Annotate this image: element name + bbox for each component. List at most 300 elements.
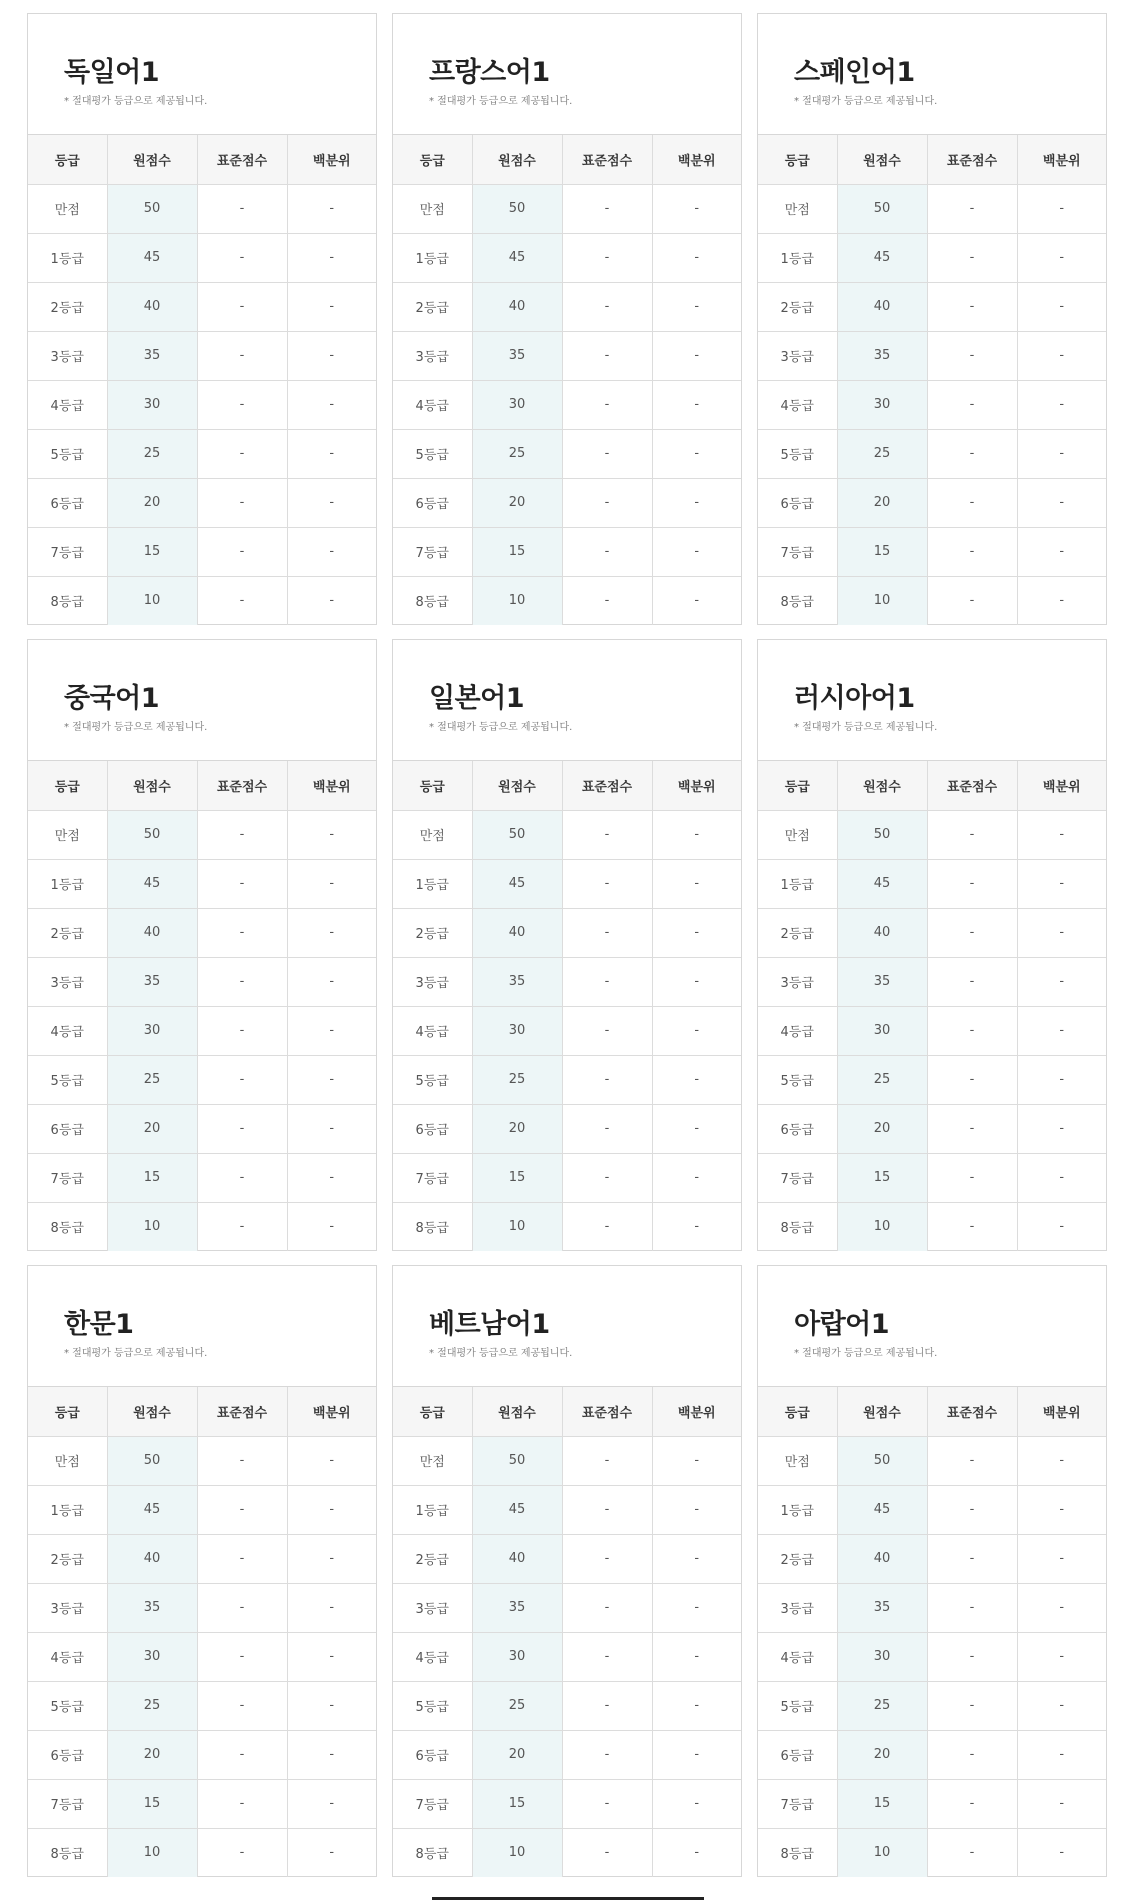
table-row: [393, 331, 741, 380]
table-row: [28, 380, 376, 429]
table-cell: 만점: [28, 1436, 107, 1485]
table-row: [758, 1153, 1106, 1202]
table-cell: 4등급: [758, 1632, 837, 1681]
table-cell: 45: [837, 1485, 927, 1534]
table-cell: 만점: [28, 184, 107, 233]
table-cell: -: [927, 1485, 1017, 1534]
table-cell: 45: [107, 859, 197, 908]
table-cell: 8등급: [758, 1828, 837, 1877]
table-cell: -: [562, 859, 652, 908]
table-cell: 2등급: [758, 908, 837, 957]
table-cell: 10: [837, 1828, 927, 1877]
table-cell: 30: [107, 1006, 197, 1055]
column-header: 표준점수: [927, 135, 1017, 184]
table-cell: 25: [472, 429, 562, 478]
table-cell: 15: [107, 527, 197, 576]
table-cell: -: [562, 1779, 652, 1828]
table-row: [758, 1583, 1106, 1632]
column-header: 백분위: [652, 1387, 741, 1436]
table-cell: 15: [472, 1153, 562, 1202]
table-cell: 15: [837, 1779, 927, 1828]
table-row: [393, 1104, 741, 1153]
card-header: [393, 14, 741, 135]
grade-card: [757, 13, 1107, 625]
table-cell: 7등급: [28, 527, 107, 576]
table-cell: -: [652, 1583, 741, 1632]
table-row: [28, 1006, 376, 1055]
table-cell: 35: [107, 1583, 197, 1632]
table-cell: -: [927, 527, 1017, 576]
table-cell: -: [927, 957, 1017, 1006]
table-cell: 20: [472, 1104, 562, 1153]
table-row: [28, 810, 376, 859]
card-header: [758, 14, 1106, 135]
table-cell: -: [287, 233, 376, 282]
table-cell: -: [1017, 1779, 1106, 1828]
grade-card: [392, 1265, 742, 1877]
table-cell: -: [927, 1006, 1017, 1055]
table-cell: -: [197, 957, 287, 1006]
table-row: [393, 859, 741, 908]
table-cell: -: [197, 282, 287, 331]
table-row: [28, 1828, 376, 1877]
card-header: [758, 1266, 1106, 1387]
table-cell: -: [562, 282, 652, 331]
table-cell: 4등급: [28, 1632, 107, 1681]
table-cell: -: [287, 1055, 376, 1104]
table-cell: -: [652, 1104, 741, 1153]
table-cell: -: [1017, 1104, 1106, 1153]
table-row: [758, 1202, 1106, 1251]
table-cell: -: [287, 1153, 376, 1202]
table-cell: -: [197, 908, 287, 957]
evaluation-note: * 절대평가 등급으로 제공됩니다.: [429, 1348, 573, 1359]
grade-table: [758, 1387, 1106, 1877]
table-cell: -: [287, 527, 376, 576]
table-header-row: [393, 135, 741, 184]
table-cell: 40: [472, 1534, 562, 1583]
column-header: 등급: [28, 1387, 107, 1436]
table-cell: 7등급: [758, 1779, 837, 1828]
table-cell: 1등급: [393, 1485, 472, 1534]
table-cell: 1등급: [28, 859, 107, 908]
table-cell: 만점: [758, 810, 837, 859]
table-row: [758, 1828, 1106, 1877]
evaluation-note: * 절대평가 등급으로 제공됩니다.: [794, 1348, 938, 1359]
table-cell: 40: [107, 282, 197, 331]
table-row: [393, 810, 741, 859]
table-row: [393, 1436, 741, 1485]
table-row: [758, 1730, 1106, 1779]
table-cell: 만점: [758, 184, 837, 233]
evaluation-note: * 절대평가 등급으로 제공됩니다.: [64, 96, 208, 107]
evaluation-note: * 절대평가 등급으로 제공됩니다.: [429, 96, 573, 107]
table-cell: -: [287, 184, 376, 233]
table-cell: 50: [472, 184, 562, 233]
table-cell: -: [927, 908, 1017, 957]
table-row: [393, 380, 741, 429]
table-cell: -: [197, 1828, 287, 1877]
table-cell: 25: [837, 1681, 927, 1730]
table-cell: -: [927, 1153, 1017, 1202]
table-cell: -: [652, 233, 741, 282]
table-row: [28, 1730, 376, 1779]
table-row: [393, 1006, 741, 1055]
subject-title: 아랍어1: [794, 1309, 890, 1340]
table-row: [28, 282, 376, 331]
column-header: 표준점수: [562, 761, 652, 810]
column-header: 등급: [393, 1387, 472, 1436]
table-cell: 20: [837, 1104, 927, 1153]
table-cell: 6등급: [393, 478, 472, 527]
table-cell: -: [197, 380, 287, 429]
table-cell: -: [694, 1219, 700, 1235]
table-cell: 20: [837, 1730, 927, 1779]
table-cell: -: [927, 429, 1017, 478]
table-row: [758, 527, 1106, 576]
grade-card: [27, 639, 377, 1251]
table-row: [28, 908, 376, 957]
table-cell: -: [562, 1104, 652, 1153]
column-header: 표준점수: [562, 1387, 652, 1436]
table-cell: 25: [107, 1055, 197, 1104]
card-header: [393, 1266, 741, 1387]
table-row: [28, 859, 376, 908]
table-row: [758, 1534, 1106, 1583]
table-cell: 3등급: [393, 957, 472, 1006]
table-cell: 10: [107, 576, 197, 625]
table-cell: -: [197, 331, 287, 380]
table-cell: 2등급: [758, 1534, 837, 1583]
table-cell: 50: [472, 810, 562, 859]
table-cell: -: [652, 184, 741, 233]
table-cell: 7등급: [393, 527, 472, 576]
table-cell: -: [197, 478, 287, 527]
table-cell: 8등급: [393, 576, 472, 625]
table-row: [28, 1485, 376, 1534]
table-cell: -: [652, 908, 741, 957]
subject-title: 러시아어1: [794, 683, 915, 714]
table-row: [393, 1534, 741, 1583]
table-row: [758, 1006, 1106, 1055]
table-cell: -: [1017, 429, 1106, 478]
column-header: 백분위: [1017, 761, 1106, 810]
table-cell: 3등급: [393, 1583, 472, 1632]
table-row: [393, 1202, 741, 1251]
table-cell: 7등급: [393, 1153, 472, 1202]
table-cell: -: [287, 429, 376, 478]
table-cell: -: [652, 1006, 741, 1055]
table-cell: 1등급: [393, 859, 472, 908]
table-cell: -: [197, 1779, 287, 1828]
table-cell: 50: [472, 1436, 562, 1485]
table-cell: -: [562, 331, 652, 380]
column-header: 등급: [28, 135, 107, 184]
table-cell: -: [287, 478, 376, 527]
table-cell: -: [562, 1485, 652, 1534]
table-cell: 8등급: [28, 1828, 107, 1877]
table-cell: -: [562, 1828, 652, 1877]
table-row: [758, 957, 1106, 1006]
table-cell: 6등급: [393, 1730, 472, 1779]
table-header-row: [758, 1387, 1106, 1436]
column-header: 표준점수: [197, 761, 287, 810]
table-cell: -: [197, 1485, 287, 1534]
card-header: [28, 14, 376, 135]
table-cell: -: [197, 1534, 287, 1583]
table-cell: 8등급: [758, 1202, 837, 1251]
grade-table: [28, 1387, 376, 1877]
table-cell: -: [927, 1104, 1017, 1153]
table-cell: -: [197, 810, 287, 859]
table-cell: 5등급: [393, 1055, 472, 1104]
table-row: [393, 1153, 741, 1202]
table-cell: -: [1017, 1055, 1106, 1104]
table-cell: 35: [472, 957, 562, 1006]
column-header: 표준점수: [197, 1387, 287, 1436]
table-cell: 20: [837, 478, 927, 527]
table-cell: -: [1017, 184, 1106, 233]
table-cell: 4등급: [393, 1006, 472, 1055]
table-cell: 3등급: [28, 957, 107, 1006]
table-cell: 45: [837, 859, 927, 908]
table-row: [758, 1632, 1106, 1681]
table-cell: -: [287, 1730, 376, 1779]
column-header: 백분위: [287, 1387, 376, 1436]
table-cell: 만점: [28, 810, 107, 859]
table-cell: -: [197, 1104, 287, 1153]
column-header: 표준점수: [562, 135, 652, 184]
table-cell: -: [927, 1055, 1017, 1104]
table-cell: 3등급: [393, 331, 472, 380]
table-cell: 2등급: [28, 1534, 107, 1583]
table-cell: 2등급: [28, 282, 107, 331]
table-cell: 2등급: [393, 1534, 472, 1583]
table-cell: 1등급: [393, 233, 472, 282]
table-cell: 5등급: [758, 1681, 837, 1730]
table-cell: -: [287, 1779, 376, 1828]
table-cell: 만점: [393, 810, 472, 859]
table-cell: -: [652, 331, 741, 380]
table-row: [393, 1055, 741, 1104]
table-row: [28, 1534, 376, 1583]
grade-table: [28, 135, 376, 625]
table-cell: 4등급: [28, 1006, 107, 1055]
table-row: [393, 429, 741, 478]
table-cell: 8등급: [393, 1828, 472, 1877]
table-cell: 10: [472, 1202, 562, 1251]
grade-table: [758, 135, 1106, 625]
table-row: [393, 1681, 741, 1730]
evaluation-note: * 절대평가 등급으로 제공됩니다.: [64, 722, 208, 733]
column-header: 원점수: [107, 1387, 197, 1436]
table-cell: -: [927, 1436, 1017, 1485]
table-cell: -: [1017, 1485, 1106, 1534]
table-cell: -: [1017, 957, 1106, 1006]
scrollbar-indicator[interactable]: [432, 1897, 704, 1900]
table-row: [758, 282, 1106, 331]
table-cell: -: [1017, 908, 1106, 957]
table-row: [28, 1681, 376, 1730]
table-row: [393, 957, 741, 1006]
table-cell: -: [562, 1153, 652, 1202]
table-row: [758, 1485, 1106, 1534]
table-row: [28, 1153, 376, 1202]
table-cell: 30: [107, 380, 197, 429]
table-cell: -: [927, 1534, 1017, 1583]
table-cell: -: [287, 380, 376, 429]
table-cell: 25: [107, 429, 197, 478]
table-cell: -: [562, 1583, 652, 1632]
table-cell: 45: [837, 233, 927, 282]
grade-table: [758, 761, 1106, 1251]
card-header: [393, 640, 741, 761]
table-row: [28, 233, 376, 282]
table-cell: -: [197, 1153, 287, 1202]
table-cell: -: [287, 957, 376, 1006]
column-header: 원점수: [107, 761, 197, 810]
table-header-row: [393, 1387, 741, 1436]
table-cell: 45: [472, 1485, 562, 1534]
table-row: [28, 1779, 376, 1828]
table-cell: 만점: [393, 184, 472, 233]
table-cell: -: [652, 957, 741, 1006]
table-cell: -: [927, 1779, 1017, 1828]
table-cell: 35: [837, 1583, 927, 1632]
table-cell: 5등급: [28, 429, 107, 478]
table-cell: 30: [837, 1632, 927, 1681]
table-cell: 3등급: [28, 1583, 107, 1632]
table-cell: -: [1017, 233, 1106, 282]
table-cell: 50: [107, 810, 197, 859]
table-cell: -: [1017, 810, 1106, 859]
table-cell: 6등급: [393, 1104, 472, 1153]
table-row: [758, 576, 1106, 625]
table-cell: -: [1017, 1632, 1106, 1681]
table-cell: -: [652, 1681, 741, 1730]
table-row: [393, 282, 741, 331]
column-header: 등급: [758, 1387, 837, 1436]
table-row: [758, 1779, 1106, 1828]
table-header-row: [393, 761, 741, 810]
table-cell: 30: [472, 1006, 562, 1055]
table-cell: 7등급: [758, 1153, 837, 1202]
table-cell: -: [562, 576, 652, 625]
column-header: 표준점수: [927, 1387, 1017, 1436]
table-row: [28, 1436, 376, 1485]
column-header: 등급: [393, 135, 472, 184]
table-cell: 45: [472, 233, 562, 282]
table-cell: -: [562, 1055, 652, 1104]
table-cell: 4등급: [393, 1632, 472, 1681]
table-cell: 40: [837, 1534, 927, 1583]
table-row: [393, 1730, 741, 1779]
table-cell: -: [927, 184, 1017, 233]
table-cell: -: [652, 282, 741, 331]
column-header: 원점수: [472, 1387, 562, 1436]
subject-title: 한문1: [64, 1309, 134, 1340]
table-cell: 10: [107, 1202, 197, 1251]
table-cell: 15: [107, 1779, 197, 1828]
table-cell: 35: [472, 1583, 562, 1632]
table-cell: 8등급: [758, 576, 837, 625]
table-row: [758, 1681, 1106, 1730]
column-header: 등급: [28, 761, 107, 810]
table-cell: 3등급: [758, 331, 837, 380]
table-cell: 5등급: [393, 1681, 472, 1730]
table-cell: -: [562, 1006, 652, 1055]
table-cell: 50: [837, 1436, 927, 1485]
table-cell: 25: [837, 429, 927, 478]
table-cell: -: [197, 576, 287, 625]
subject-title: 프랑스어1: [429, 57, 550, 88]
table-cell: -: [652, 1730, 741, 1779]
grade-card: [27, 13, 377, 625]
table-cell: -: [1059, 1845, 1065, 1861]
table-cell: 5등급: [758, 1055, 837, 1104]
table-cell: 4등급: [28, 380, 107, 429]
table-cell: -: [652, 429, 741, 478]
table-cell: -: [197, 1681, 287, 1730]
grade-table: [393, 1387, 741, 1877]
table-cell: -: [1017, 380, 1106, 429]
table-cell: -: [927, 380, 1017, 429]
table-cell: 50: [837, 184, 927, 233]
table-cell: 35: [107, 331, 197, 380]
table-header-row: [28, 1387, 376, 1436]
table-cell: -: [1017, 1006, 1106, 1055]
table-cell: 25: [837, 1055, 927, 1104]
table-row: [28, 527, 376, 576]
table-cell: -: [562, 478, 652, 527]
table-row: [758, 810, 1106, 859]
table-cell: 20: [107, 478, 197, 527]
column-header: 등급: [393, 761, 472, 810]
table-cell: 50: [837, 810, 927, 859]
table-cell: 25: [472, 1055, 562, 1104]
card-header: [28, 1266, 376, 1387]
table-cell: -: [1017, 1153, 1106, 1202]
table-cell: -: [927, 859, 1017, 908]
table-cell: 4등급: [758, 1006, 837, 1055]
table-row: [758, 233, 1106, 282]
table-cell: -: [1059, 1219, 1065, 1235]
table-row: [393, 576, 741, 625]
column-header: 백분위: [287, 761, 376, 810]
table-cell: -: [1017, 859, 1106, 908]
column-header: 백분위: [652, 135, 741, 184]
table-cell: 30: [472, 1632, 562, 1681]
table-cell: -: [197, 859, 287, 908]
table-cell: 만점: [393, 1436, 472, 1485]
table-cell: -: [927, 810, 1017, 859]
subject-title: 스페인어1: [794, 57, 915, 88]
table-cell: -: [927, 282, 1017, 331]
table-cell: 5등급: [758, 429, 837, 478]
table-cell: 7등급: [393, 1779, 472, 1828]
table-cell: -: [287, 282, 376, 331]
table-cell: -: [652, 1436, 741, 1485]
table-cell: -: [1017, 1534, 1106, 1583]
table-cell: -: [927, 478, 1017, 527]
column-header: 등급: [758, 761, 837, 810]
table-cell: 4등급: [758, 380, 837, 429]
column-header: 원점수: [837, 761, 927, 810]
table-row: [28, 1632, 376, 1681]
table-header-row: [28, 135, 376, 184]
table-cell: -: [652, 380, 741, 429]
table-cell: 6등급: [28, 478, 107, 527]
